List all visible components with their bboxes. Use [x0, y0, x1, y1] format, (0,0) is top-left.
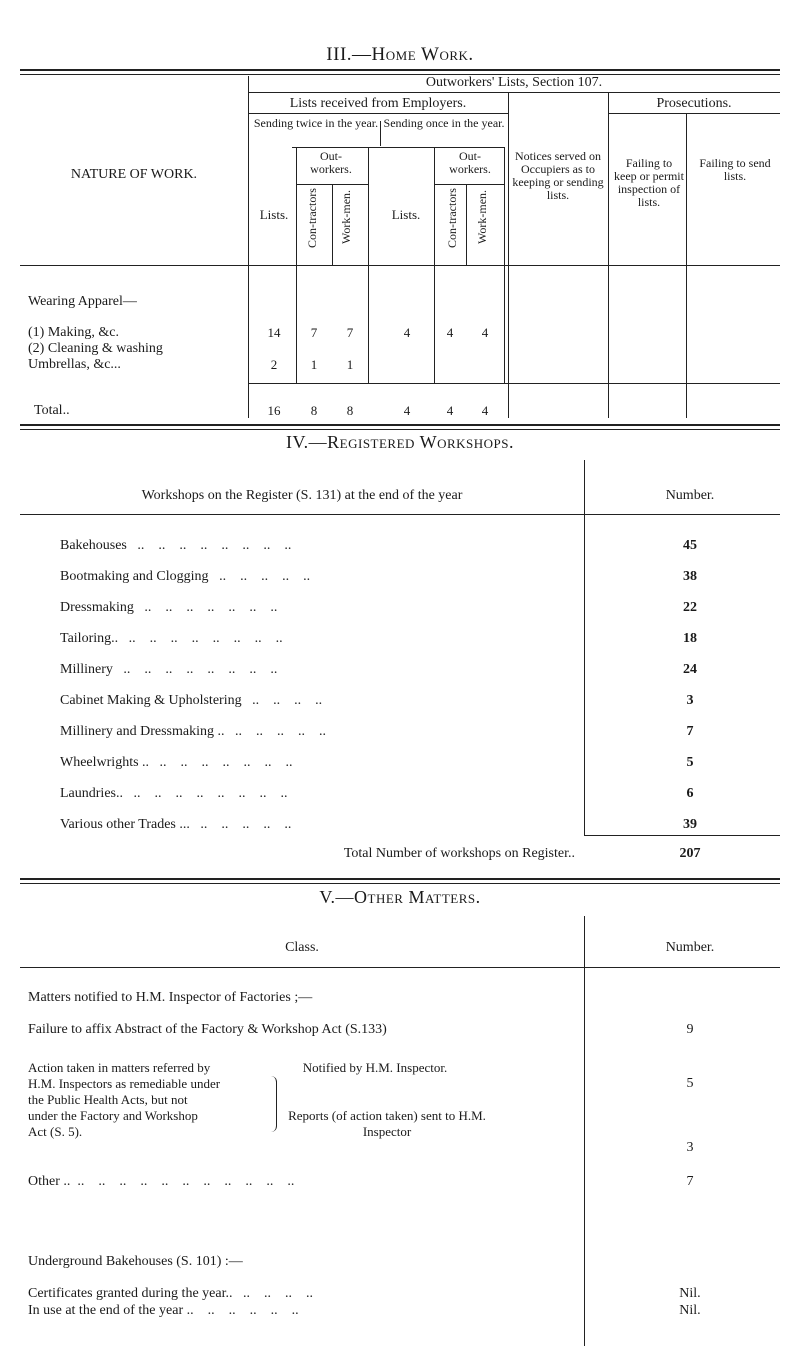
workshop-row: Wheelwrights .. .. .. .. .. .. .. .. — [60, 755, 293, 770]
row-total: Total.. — [34, 403, 70, 418]
certificates-label: Certificates granted during the year.. — [28, 1286, 233, 1301]
in-use-value: Nil. — [679, 1303, 701, 1318]
workmen-header-2: Work-men. — [475, 189, 489, 244]
workshop-value: 22 — [683, 600, 697, 615]
workshop-value: 39 — [683, 817, 697, 832]
outworkers-title: Outworkers' Lists, Section 107. — [425, 75, 603, 90]
workshop-row: Various other Trades ... .. .. .. .. .. — [60, 817, 292, 832]
cell: 2 — [270, 357, 278, 372]
contractors-header-2: Con-tractors — [445, 188, 459, 248]
other-value: 7 — [686, 1174, 694, 1189]
row-wearing-apparel: Wearing Apparel— — [28, 294, 137, 309]
total-cell: 8 — [346, 403, 354, 418]
cell: 4 — [446, 325, 454, 340]
workshop-value: 24 — [683, 662, 697, 677]
workshop-value: 7 — [686, 724, 694, 739]
cell: 14 — [267, 325, 281, 340]
number-col-header-5: Number. — [665, 940, 715, 955]
failure-value: 9 — [686, 1022, 694, 1037]
notified-by: Notified by H.M. Inspector. — [302, 1060, 448, 1075]
action-line: under the Factory and Workshop — [28, 1108, 198, 1123]
workshop-value: 3 — [686, 693, 694, 708]
workshop-value: 45 — [683, 538, 697, 553]
workshop-row: Dressmaking .. .. .. .. .. .. .. — [60, 600, 278, 615]
total-cell: 4 — [446, 403, 454, 418]
outworkers-header-2: Out-workers. — [449, 149, 491, 176]
workshop-value: 6 — [686, 786, 694, 801]
row-cleaning: (2) Cleaning & washing — [28, 341, 163, 356]
workshop-row: Tailoring.. .. .. .. .. .. .. .. .. — [60, 631, 283, 646]
action-line: H.M. Inspectors as remediable under — [28, 1076, 221, 1091]
contractors-header-1: Con-tractors — [305, 188, 319, 248]
notices-header: Notices served on Occupiers as to keeping or sending lists. — [512, 149, 604, 202]
notified-value: 5 — [686, 1076, 694, 1091]
total-cell: 8 — [310, 403, 318, 418]
lists-header-2: Lists. — [391, 207, 421, 222]
in-use-label: In use at the end of the year .. — [28, 1303, 194, 1318]
action-line: the Public Health Acts, but not — [28, 1092, 188, 1107]
section3-title: III.—Home Work. — [326, 44, 474, 65]
notified-head: Matters notified to H.M. Inspector of Factories ;— — [28, 990, 313, 1005]
failure-row: Failure to affix Abstract of the Factory & Workshop Act (S.133) — [28, 1022, 387, 1037]
total-workshops-value: 207 — [679, 846, 701, 861]
workmen-header-1: Work-men. — [339, 189, 353, 244]
number-col-header: Number. — [665, 488, 715, 503]
in-use-row: In use at the end of the year .. .. .. .. .. .. — [28, 1303, 299, 1318]
failing-send-header: Failing to send lists. — [699, 156, 771, 183]
workshop-value: 38 — [683, 569, 697, 584]
class-col-header: Class. — [285, 940, 319, 955]
top-rule — [20, 69, 780, 71]
lists-received-header: Lists received from Employers. — [289, 96, 467, 111]
workshop-row: Bakehouses .. .. .. .. .. .. .. .. — [60, 538, 292, 553]
workshop-row: Cabinet Making & Upholstering .. .. .. .. — [60, 693, 323, 708]
nature-header: NATURE OF WORK. — [70, 167, 198, 182]
row-umbrellas: Umbrellas, &c... — [28, 357, 121, 372]
total-cell: 4 — [403, 403, 411, 418]
prosecutions-header: Prosecutions. — [656, 96, 732, 111]
cell: 7 — [310, 325, 318, 340]
action-line: Action taken in matters referred by — [28, 1060, 211, 1075]
workshop-value: 5 — [686, 755, 694, 770]
cell: 1 — [310, 357, 318, 372]
row-making: (1) Making, &c. — [28, 325, 119, 340]
outworkers-header-1: Out-workers. — [310, 149, 352, 176]
section4-title: IV.—Registered Workshops. — [285, 432, 515, 452]
twice-header: Sending twice in the year. — [253, 116, 379, 130]
workshop-row: Millinery .. .. .. .. .. .. .. .. — [60, 662, 278, 677]
underground-head: Underground Bakehouses (S. 101) :— — [28, 1254, 243, 1269]
total-cell: 16 — [267, 403, 281, 418]
other-label: Other .. — [28, 1174, 71, 1189]
once-header: Sending once in the year. — [383, 116, 505, 130]
reports-value: 3 — [686, 1140, 694, 1155]
workshop-row: Laundries.. .. .. .. .. .. .. .. .. — [60, 786, 288, 801]
certificates-value: Nil. — [679, 1286, 701, 1301]
cell: 7 — [346, 325, 354, 340]
total-cell: 4 — [481, 403, 489, 418]
cell: 4 — [403, 325, 411, 340]
section5-title: V.—Other Matters. — [319, 887, 481, 907]
cell: 4 — [481, 325, 489, 340]
workshop-value: 18 — [683, 631, 697, 646]
certificates-row: Certificates granted during the year.. .. .. .. .. — [28, 1286, 313, 1301]
cell: 1 — [346, 357, 354, 372]
workshops-col-header: Workshops on the Register (S. 131) at the end of the year — [141, 488, 463, 503]
action-line: Act (S. 5). — [28, 1124, 83, 1139]
failing-keep-header: Failing to keep or permit inspection of lists. — [614, 156, 684, 209]
total-workshops-label: Total Number of workshops on Register.. — [343, 846, 575, 861]
action-block — [28, 1060, 268, 1140]
brace — [270, 1076, 277, 1132]
workshop-row: Millinery and Dressmaking .. .. .. .. .. .. — [60, 724, 326, 739]
workshop-row: Bootmaking and Clogging .. .. .. .. .. — [60, 569, 311, 584]
reports: Reports (of action taken) sent to H.M. Inspector — [288, 1108, 486, 1139]
other-row: Other .. .. .. .. .. .. .. .. .. .. .. .. — [28, 1174, 295, 1189]
lists-header-1: Lists. — [259, 207, 289, 222]
